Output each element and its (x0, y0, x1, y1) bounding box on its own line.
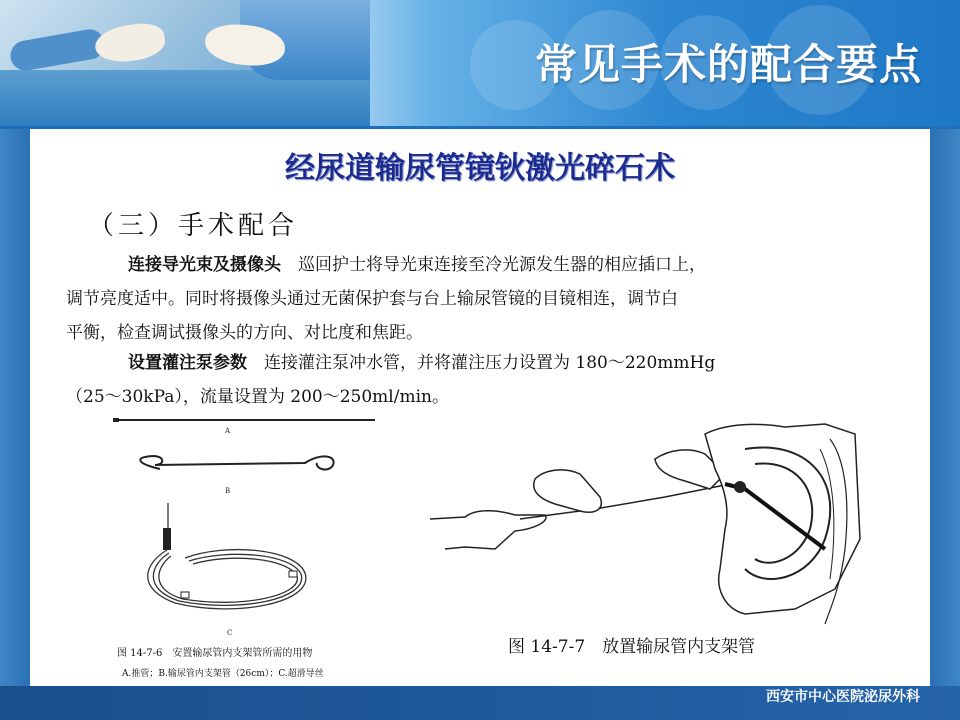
figure-label-b: B (225, 487, 231, 495)
slide-content (30, 129, 930, 686)
figure-label-c: C (227, 629, 233, 637)
figure-right-caption: 图 14-7-7 放置输尿管内支架管 (508, 637, 756, 657)
paragraph-lead: 设置灌注泵参数 (128, 353, 247, 373)
paragraph-light-camera (66, 248, 896, 350)
paragraph-lead: 连接导光束及摄像头 (128, 255, 281, 275)
figure-left-subcaption: A.推管；B.输尿管内支架管（26cm）；C.超滑导丝 (122, 669, 324, 679)
section-heading: （三）手术配合 (88, 211, 299, 241)
paragraph-text: 连接灌注泵冲水管，并将灌注压力设置为 180～220mmHg (264, 353, 716, 373)
left-border (0, 129, 30, 686)
footer-text: 西安市中心医院泌尿外科 (766, 689, 920, 705)
figure-left-caption: 图 14-7-6 安置输尿管内支架管所需的用物 (117, 648, 313, 659)
slide-subtitle: 经尿道输尿管镜钬激光碎石术 (285, 151, 675, 186)
figure-label-a: A (225, 427, 231, 435)
header-banner (0, 0, 960, 129)
slide-title: 常见手术的配合要点 (534, 40, 922, 89)
right-border (930, 129, 960, 686)
paragraph-text: 平衡，检查调试摄像头的方向、对比度和焦距。 (66, 323, 423, 343)
paragraph-pump (66, 346, 896, 414)
paragraph-text: （25～30kPa），流量设置为 200～250ml/min。 (66, 387, 449, 407)
paragraph-text: 调节亮度适中。同时将摄像头通过无菌保护套与台上输尿管镜的目镜相连，调节白 (66, 289, 678, 309)
stent-tools-figure (75, 413, 390, 683)
stent-placement-figure (425, 419, 865, 629)
paragraph-text: 巡回护士将导光束连接至冷光源发生器的相应插口上， (298, 255, 706, 275)
surgery-photo (0, 0, 370, 126)
